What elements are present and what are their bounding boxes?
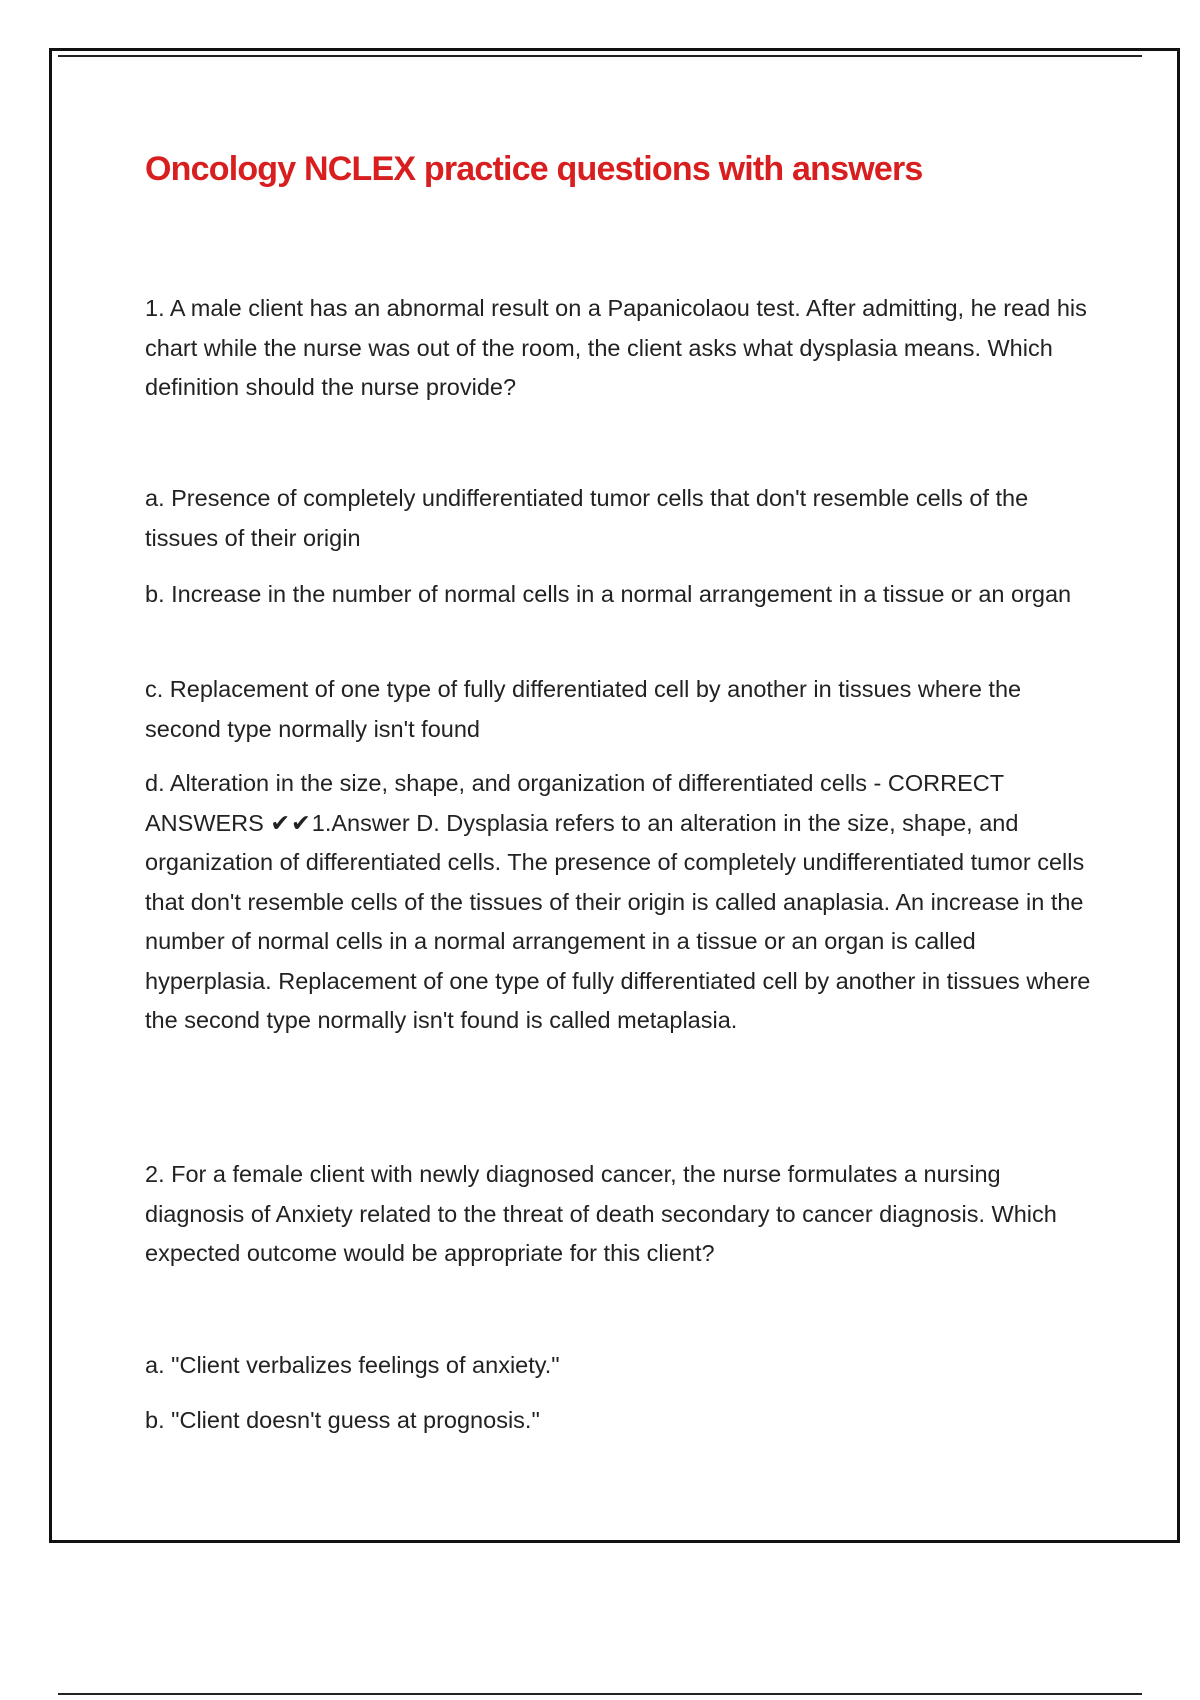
question-1-answer-rationale: 1.Answer D. Dysplasia refers to an alteration in the size, shape, and organization of differentiated cells. The presence of completely undifferentiated tumor cells that don't resemble cells of the tissues of their origin is called anaplasia. An increase in the number of normal cells in a normal arrangement in a tissue or an organ is called hyperplasia. Replacement of one type of fully differentiated cell by another in tissues where the second type normally isn't found is called metaplasia.: [145, 809, 1091, 1033]
question-1-option-d: d. Alteration in the size, shape, and organization of differentiated cells - CORRECT ANSWERS: [145, 770, 1004, 836]
question-1-option-c: c. Replacement of one type of fully differentiated cell by another in tissues where the second type normally isn't found: [145, 676, 1022, 742]
question-2-stem: 2. For a female client with newly diagnosed cancer, the nurse formulates a nursing diagnosis of Anxiety related to the threat of death secondary to cancer diagnosis. Which expected outcome would be appropriate for this client?: [145, 1161, 1057, 1266]
question-1-option-a: a. Presence of completely undifferentiated tumor cells that don't resemble cells of the tissues of their origin: [145, 485, 1029, 551]
question-1-stem: 1. A male client has an abnormal result on a Papanicolaou test. After admitting, he read his chart while the nurse was out of the room, the client asks what dysplasia means. Which definition should the nurse provide?: [145, 295, 1087, 400]
checkmark-icon: ✔✔: [270, 809, 312, 836]
question-1-option-b: b. Increase in the number of normal cells in a normal arrangement in a tissue or an organ: [145, 581, 1072, 607]
bottom-rule: [58, 1693, 1142, 1695]
question-2-option-a: a. "Client verbalizes feelings of anxiety.": [145, 1352, 560, 1378]
question-2-option-b: b. "Client doesn't guess at prognosis.": [145, 1407, 540, 1433]
document-title: Oncology NCLEX practice questions with answers: [145, 150, 923, 188]
question-1-option-d-with-answer: [145, 764, 1095, 1041]
